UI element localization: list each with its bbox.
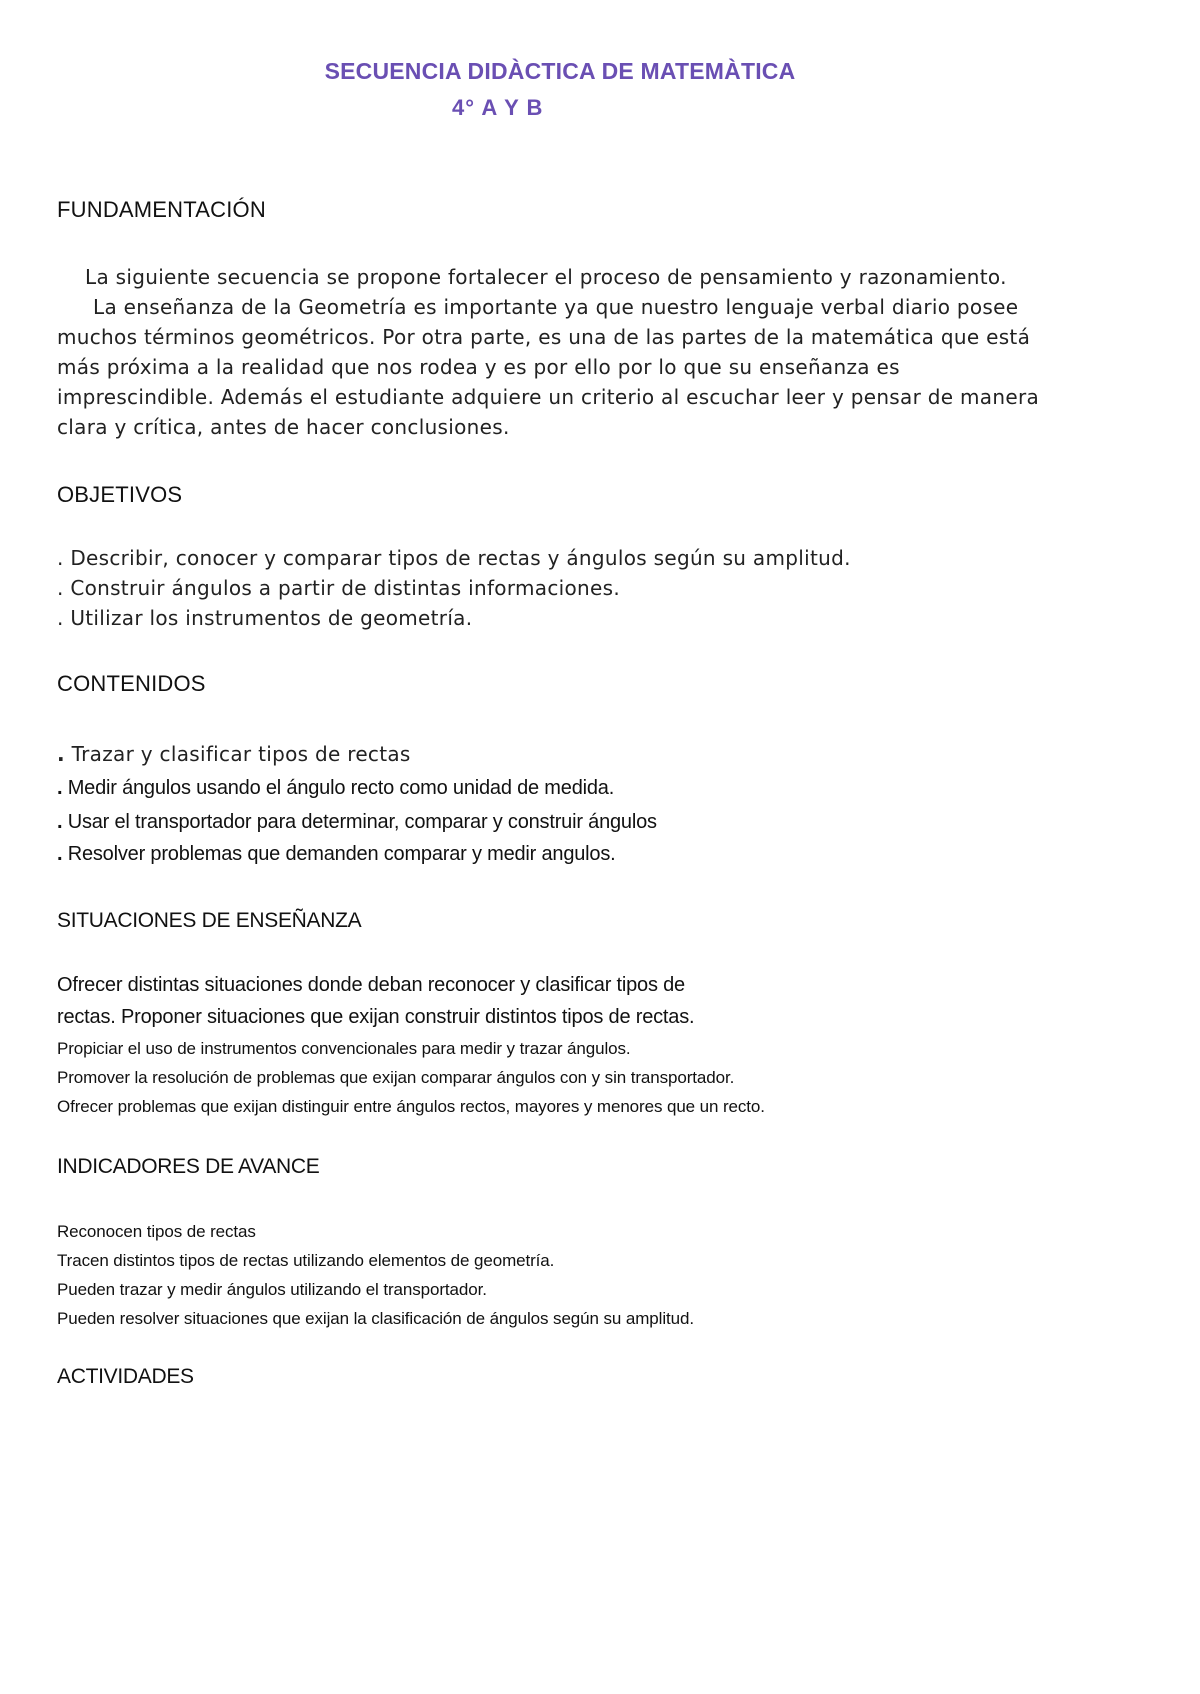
paragraph-line: muchos términos geométricos. Por otra parte, es una de las partes de la matemática que está xyxy=(57,325,1031,349)
document-title: SECUENCIA DIDÀCTICA DE MATEMÀTICA xyxy=(324,58,796,84)
list-item-text: Usar el transportador para determinar, comparar y construir ángulos xyxy=(67,811,657,833)
list-item: . Utilizar los instrumentos de geometría. xyxy=(57,606,473,630)
indicadores-list xyxy=(57,1217,694,1333)
list-item xyxy=(57,737,657,771)
contenidos-list xyxy=(57,737,657,871)
bullet: . xyxy=(57,843,63,865)
document-subtitle: 4° A Y B xyxy=(452,95,544,120)
heading-situaciones: SITUACIONES DE ENSEÑANZA xyxy=(57,909,362,932)
fundamentacion-paragraph xyxy=(57,262,1137,442)
text-line: Propiciar el uso de instrumentos convencionales para medir y trazar ángulos. xyxy=(57,1039,631,1058)
text-line: Ofrecer problemas que exijan distinguir entre ángulos rectos, mayores y menores que un recto. xyxy=(57,1097,765,1116)
paragraph-line: imprescindible. Además el estudiante adquiere un criterio al escuchar leer y pensar de manera xyxy=(57,385,1040,409)
list-item: . Describir, conocer y comparar tipos de rectas y ángulos según su amplitud. xyxy=(57,546,851,570)
text-line: Pueden trazar y medir ángulos utilizando el transportador. xyxy=(57,1280,487,1299)
objetivos-list xyxy=(57,543,851,633)
paragraph-line: clara y crítica, antes de hacer conclusiones. xyxy=(57,415,510,439)
text-line: rectas. Proponer situaciones que exijan construir distintos tipos de rectas. xyxy=(57,1006,695,1028)
list-item-text: Medir ángulos usando el ángulo recto como unidad de medida. xyxy=(67,777,615,799)
paragraph-line: La enseñanza de la Geometría es importante ya que nuestro lenguaje verbal diario posee xyxy=(93,295,1019,319)
situaciones-large-text xyxy=(57,969,694,1033)
text-line: Tracen distintos tipos de rectas utilizando elementos de geometría. xyxy=(57,1251,555,1270)
paragraph-line: más próxima a la realidad que nos rodea y es por ello por lo que su enseñanza es xyxy=(57,355,900,379)
bullet: . xyxy=(57,742,65,766)
list-item xyxy=(57,771,657,805)
text-line: Pueden resolver situaciones que exijan la clasificación de ángulos según su amplitud. xyxy=(57,1309,694,1328)
heading-actividades: ACTIVIDADES xyxy=(57,1365,194,1388)
text-line: Promover la resolución de problemas que exijan comparar ángulos con y sin transportador. xyxy=(57,1068,735,1087)
heading-objetivos: OBJETIVOS xyxy=(57,482,183,507)
list-item xyxy=(57,805,657,839)
situaciones-small-text xyxy=(57,1034,765,1121)
heading-fundamentacion: FUNDAMENTACIÓN xyxy=(57,197,266,222)
list-item-text: Trazar y clasificar tipos de rectas xyxy=(71,742,411,766)
list-item-text: Resolver problemas que demanden comparar y medir angulos. xyxy=(67,843,616,865)
list-item xyxy=(57,837,657,871)
paragraph-line: La siguiente secuencia se propone fortalecer el proceso de pensamiento y razonamiento. xyxy=(85,265,1007,289)
bullet: . xyxy=(57,811,63,833)
bullet: . xyxy=(57,777,63,799)
heading-indicadores: INDICADORES DE AVANCE xyxy=(57,1155,320,1178)
text-line: Reconocen tipos de rectas xyxy=(57,1222,256,1241)
list-item: . Construir ángulos a partir de distintas informaciones. xyxy=(57,576,620,600)
heading-contenidos: CONTENIDOS xyxy=(57,671,206,696)
text-line: Ofrecer distintas situaciones donde deban reconocer y clasificar tipos de xyxy=(57,974,685,996)
